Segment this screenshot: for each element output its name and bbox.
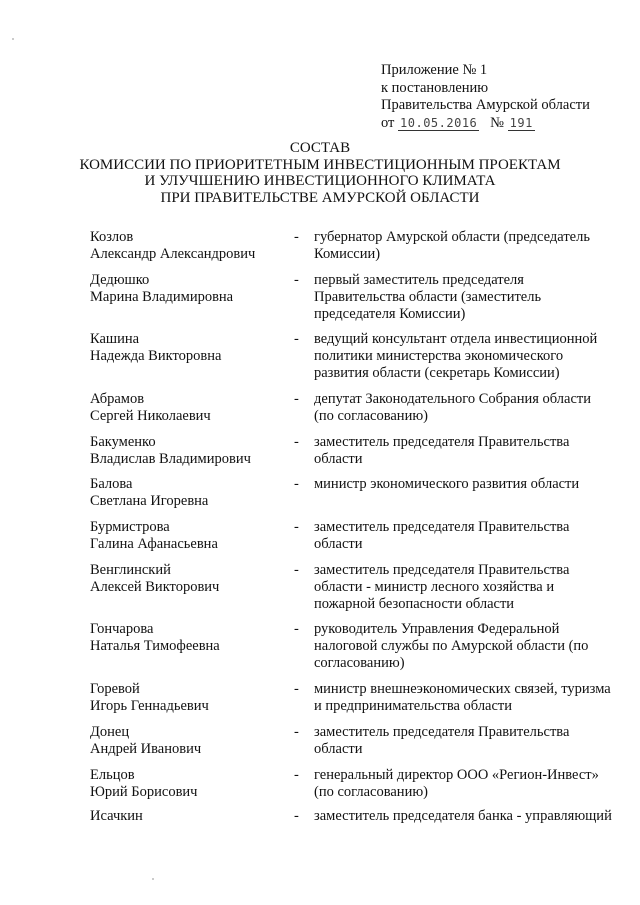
member-role: заместитель председателя банка - управляющий bbox=[314, 808, 612, 824]
member-role: заместитель председателя Правительства области - министр лесного хозяйства и пожарной безопасности области bbox=[314, 562, 570, 612]
member-name bbox=[90, 519, 285, 553]
member-role: ведущий консультант отдела инвестиционной политики министерства экономического развития области (секретарь Комиссии) bbox=[314, 331, 598, 381]
member-name bbox=[90, 808, 285, 825]
member-surname: Ельцов bbox=[90, 767, 135, 783]
resolution-date: 10.05.2016 bbox=[400, 115, 478, 130]
member-surname: Донец bbox=[90, 724, 130, 740]
dash-separator: - bbox=[294, 621, 299, 637]
member-name bbox=[90, 621, 285, 655]
dash-separator: - bbox=[294, 391, 299, 407]
member-surname: Бурмистрова bbox=[90, 519, 170, 535]
member-given-names: Сергей Николаевич bbox=[90, 408, 211, 424]
member-name bbox=[90, 391, 285, 425]
member-role: министр внешнеэкономических связей, туризма и предпринимательства области bbox=[314, 681, 611, 714]
scan-speck bbox=[152, 878, 154, 880]
member-name bbox=[90, 229, 285, 263]
date-prefix: от bbox=[381, 114, 395, 131]
member-surname: Бакуменко bbox=[90, 434, 156, 450]
appendix-line-3: Правительства Амурской области bbox=[381, 97, 590, 113]
dash-separator: - bbox=[294, 434, 299, 450]
member-surname: Дедюшко bbox=[90, 272, 150, 288]
member-surname: Горевой bbox=[90, 681, 140, 697]
number-prefix: № bbox=[490, 114, 504, 131]
member-role: депутат Законодательного Собрания области (по согласованию) bbox=[314, 391, 592, 424]
dash-separator: - bbox=[294, 562, 299, 578]
member-name bbox=[90, 272, 285, 306]
dash-separator: - bbox=[294, 476, 299, 492]
member-given-names: Галина Афанасьевна bbox=[90, 536, 218, 552]
member-surname: Исачкин bbox=[90, 808, 143, 824]
document-title bbox=[0, 140, 640, 206]
member-name bbox=[90, 724, 285, 758]
member-role: заместитель председателя Правительства области bbox=[314, 434, 570, 467]
member-surname: Кашина bbox=[90, 331, 140, 347]
member-given-names: Наталья Тимофеевна bbox=[90, 638, 220, 654]
member-role: руководитель Управления Федеральной налоговой службы по Амурской области (по согласованию) bbox=[314, 621, 589, 671]
dash-separator: - bbox=[294, 229, 299, 245]
dash-separator: - bbox=[294, 272, 299, 288]
title-line-3: И УЛУЧШЕНИЮ ИНВЕСТИЦИОННОГО КЛИМАТА bbox=[144, 173, 496, 189]
member-role: губернатор Амурской области (председатель Комиссии) bbox=[314, 229, 590, 262]
dash-separator: - bbox=[294, 724, 299, 740]
member-name bbox=[90, 681, 285, 715]
member-name bbox=[90, 767, 285, 801]
member-role: заместитель председателя Правительства области bbox=[314, 724, 570, 757]
member-given-names: Юрий Борисович bbox=[90, 784, 198, 800]
dash-separator: - bbox=[294, 681, 299, 697]
member-role: первый заместитель председателя Правительства области (заместитель председателя Комиссии) bbox=[314, 272, 542, 322]
dash-separator: - bbox=[294, 331, 299, 347]
member-role: генеральный директор ООО «Регион-Инвест» (по согласованию) bbox=[314, 767, 599, 800]
title-line-4: ПРИ ПРАВИТЕЛЬСТВЕ АМУРСКОЙ ОБЛАСТИ bbox=[160, 189, 480, 206]
member-surname: Балова bbox=[90, 476, 133, 492]
member-given-names: Марина Владимировна bbox=[90, 289, 234, 305]
member-given-names: Игорь Геннадьевич bbox=[90, 698, 209, 714]
member-surname: Венглинский bbox=[90, 562, 171, 578]
member-given-names: Алексей Викторович bbox=[90, 579, 220, 595]
member-given-names: Андрей Иванович bbox=[90, 741, 202, 757]
appendix-date-line bbox=[381, 115, 590, 133]
member-surname: Абрамов bbox=[90, 391, 145, 407]
member-given-names: Надежда Викторовна bbox=[90, 348, 222, 364]
member-given-names: Светлана Игоревна bbox=[90, 493, 209, 509]
title-line-1: СОСТАВ bbox=[289, 140, 351, 156]
dash-separator: - bbox=[294, 767, 299, 783]
member-name bbox=[90, 562, 285, 596]
member-given-names: Александр Александрович bbox=[90, 246, 256, 262]
member-role: министр экономического развития области bbox=[314, 476, 580, 492]
member-name bbox=[90, 434, 285, 468]
member-given-names: Владислав Владимирович bbox=[90, 451, 251, 467]
resolution-number: 191 bbox=[509, 115, 533, 130]
appendix-line-1: Приложение № 1 bbox=[381, 62, 488, 78]
member-surname: Гончарова bbox=[90, 621, 154, 637]
appendix-block bbox=[381, 62, 590, 132]
scan-speck bbox=[12, 38, 14, 40]
member-surname: Козлов bbox=[90, 229, 134, 245]
dash-separator: - bbox=[294, 808, 299, 824]
member-name bbox=[90, 476, 285, 510]
dash-separator: - bbox=[294, 519, 299, 535]
member-role: заместитель председателя Правительства области bbox=[314, 519, 570, 552]
appendix-line-2: к постановлению bbox=[381, 79, 489, 96]
title-line-2: КОМИССИИ ПО ПРИОРИТЕТНЫМ ИНВЕСТИЦИОННЫМ ПРОЕКТАМ bbox=[79, 156, 561, 173]
member-name bbox=[90, 331, 285, 365]
